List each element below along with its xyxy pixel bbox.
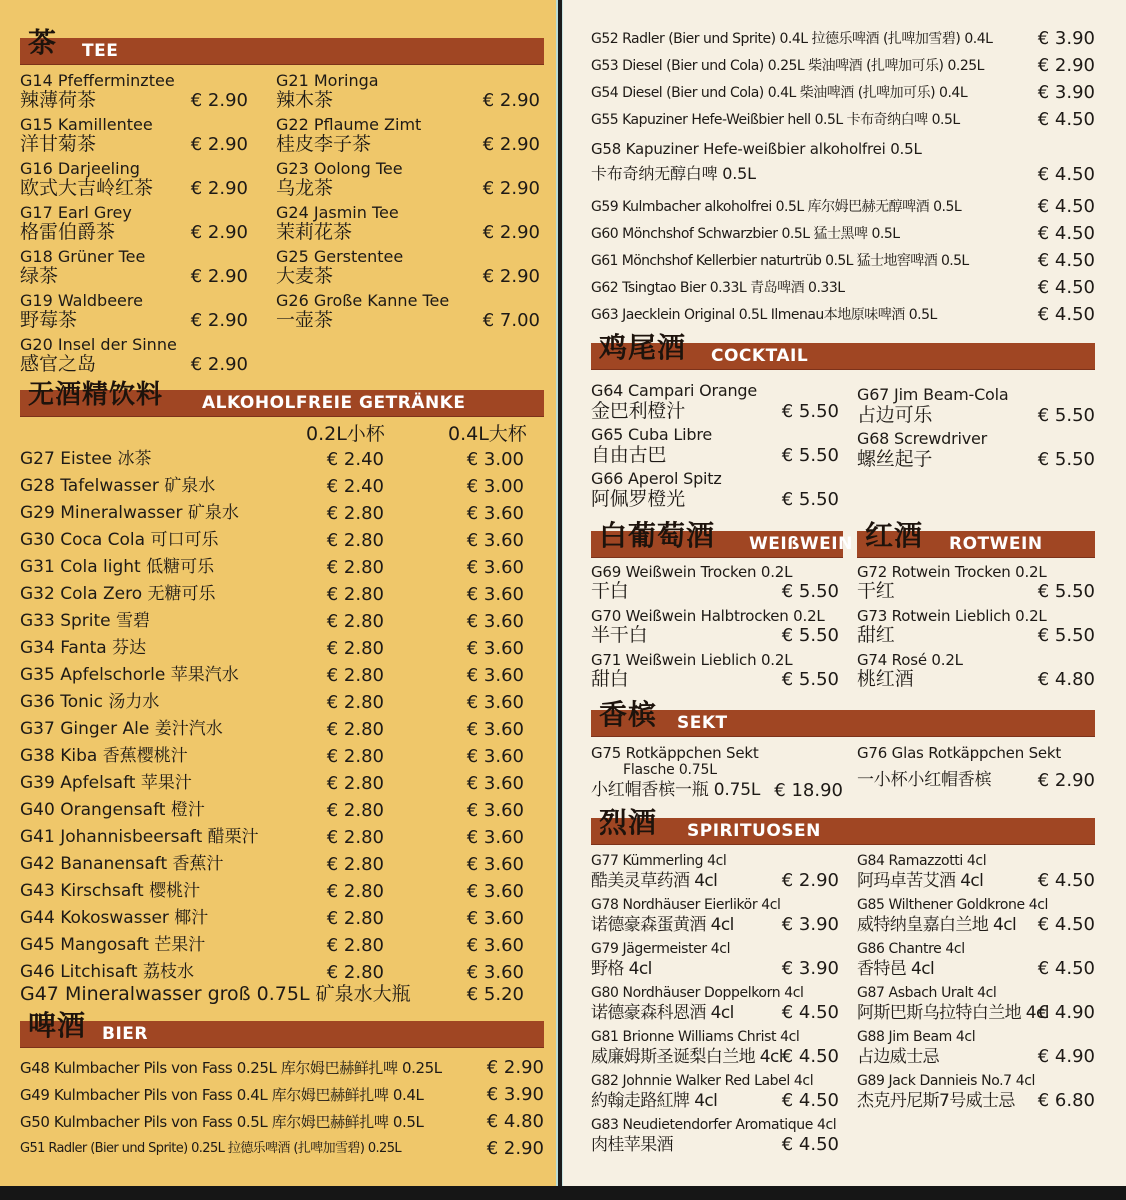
spirit-item-de: G82 Johnnie Walker Red Label 4cl [591,1073,814,1089]
tea-item-price: € 2.90 [482,178,540,199]
sekt-item-zh: 小红帽香槟一瓶 0.75L [591,780,761,800]
soft-drink-name: G42 Bananensaft 香蕉汁 [20,854,224,874]
red-wine-item-de: G73 Rotwein Lieblich 0.2L [857,607,1047,625]
spirit-item-de: G83 Neudietendorfer Aromatique 4cl [591,1117,837,1133]
sekt-item-price: € 18.90 [774,780,843,801]
soft-drink-price-small: € 2.80 [326,584,384,605]
red-wine-item-de: G74 Rosé 0.2L [857,651,963,669]
tea-item-de: G21 Moringa [276,71,379,90]
soft-drink-price-large: € 3.00 [466,476,524,497]
cocktail-header-title: COCKTAIL [711,346,809,366]
beer-item-name: G53 Diesel (Bier und Cola) 0.25L 柴油啤酒 (扎啤加可乐) 0.25L [591,58,984,74]
soft-drink-name: G27 Eistee 冰茶 [20,449,152,469]
soft-drink-price-small: € 2.80 [326,530,384,551]
soft-drink-price-large: € 3.60 [466,746,524,767]
spirit-item-de: G87 Asbach Uralt 4cl [857,985,997,1001]
spirit-item-price: € 4.50 [1037,914,1095,935]
cocktail-item-de: G68 Screwdriver [857,429,988,448]
beer-item-price: € 4.50 [1037,164,1095,185]
soft-drink-name: G40 Orangensaft 橙汁 [20,800,205,820]
spirit-item-zh: 肉桂苹果酒 [591,1135,673,1155]
soft-drink-price-small: € 2.80 [326,638,384,659]
red-wine-header-zh: 红酒 [865,519,924,552]
soft-drink-price-small: € 2.80 [326,665,384,686]
soft-drink-price-small: € 2.80 [326,503,384,524]
spirit-item-zh: 杰克丹尼斯7号威士忌 [857,1091,1015,1111]
sekt-item-de: G75 Rotkäppchen Sekt [591,744,759,762]
soft-drink-name: G33 Sprite 雪碧 [20,611,151,631]
red-wine-header [857,519,1095,557]
soft-drink-name: G35 Apfelschorle 苹果汽水 [20,665,239,685]
spirit-item-de: G85 Wilthener Goldkrone 4cl [857,897,1049,913]
tea-item-de: G20 Insel der Sinne [20,335,177,354]
soft-drink-price-large: € 3.60 [466,557,524,578]
beer-item-name: G60 Mönchshof Schwarzbier 0.5L 猛士黑啤 0.5L [591,226,900,242]
tea-item-price: € 2.90 [190,134,248,155]
white-wine-item-price: € 5.50 [781,669,839,690]
white-wine-item-de: G70 Weißwein Halbtrocken 0.2L [591,607,825,625]
tea-item-de: G25 Gerstentee [276,247,404,266]
tea-item-price: € 2.90 [482,266,540,287]
soft-drinks-header-title: ALKOHOLFREIE GETRÄNKE [202,393,466,413]
soft-drink-price-small: € 2.80 [326,557,384,578]
tea-item-price: € 2.90 [190,178,248,199]
tea-item-price: € 2.90 [190,354,248,375]
column-header-small: 0.2L小杯 [306,423,385,445]
soft-drinks-header-zh: 无酒精饮料 [28,380,164,410]
tea-item-zh: 茉莉花茶 [276,221,353,243]
soft-drink-price-small: € 2.80 [326,746,384,767]
spirit-item-de: G86 Chantre 4cl [857,941,965,957]
tea-item-price: € 2.90 [190,222,248,243]
soft-drink-name: G44 Kokoswasser 椰汁 [20,908,209,928]
sekt-header [591,698,1095,736]
tea-item-price: € 2.90 [190,90,248,111]
tea-item-de: G15 Kamillentee [20,115,153,134]
spirit-item-de: G81 Brionne Williams Christ 4cl [591,1029,800,1045]
spirit-item-zh: 酷美灵草药酒 4cl [591,871,718,891]
tea-item-price: € 7.00 [482,310,540,331]
soft-drink-price-large: € 3.60 [466,665,524,686]
white-wine-item-price: € 5.50 [781,581,839,602]
white-wine-item-de: G71 Weißwein Lieblich 0.2L [591,651,793,669]
spirit-item-price: € 4.90 [1037,1046,1095,1067]
tea-item-de: G22 Pflaume Zimt [276,115,422,134]
soft-drink-name: G39 Apfelsaft 苹果汁 [20,773,192,793]
beer-item-price: € 4.80 [486,1111,544,1132]
cocktail-item-price: € 5.50 [781,401,839,422]
red-wine-item-price: € 4.80 [1037,669,1095,690]
cocktail-header [591,331,1095,369]
soft-drink-name: G46 Litchisaft 荔枝水 [20,962,194,982]
sekt-item-zh: 一小杯小红帽香槟 [857,770,992,790]
cocktail-item-price: € 5.50 [781,489,839,510]
tea-header-zh: 茶 [28,26,58,59]
beer-item-price: € 4.50 [1037,277,1095,298]
spirit-item-de: G89 Jack Dannieis No.7 4cl [857,1073,1036,1089]
soft-drink-price-small: € 2.40 [326,449,384,470]
left-menu-panel [0,0,558,1186]
soft-drink-price-large: € 3.60 [466,611,524,632]
beer-item-name: G54 Diesel (Bier und Cola) 0.4L 柴油啤酒 (扎啤加可乐) 0.4L [591,85,968,101]
soft-drink-name: G29 Mineralwasser 矿泉水 [20,503,239,523]
beer-item-price: € 2.90 [486,1057,544,1078]
red-wine-item-zh: 甜红 [857,624,895,646]
white-wine-item-price: € 5.50 [781,625,839,646]
white-wine-item-zh: 甜白 [591,668,629,690]
beer-item-name: G51 Radler (Bier und Sprite) 0.25L 拉德乐啤酒 (扎啤加雪碧) 0.25L [20,1141,402,1156]
spirit-item-zh: 野格 4cl [591,959,652,979]
tea-item-de: G18 Grüner Tee [20,247,146,266]
soft-drink-name: G28 Tafelwasser 矿泉水 [20,476,216,496]
cocktail-item-price: € 5.50 [1037,449,1095,470]
tea-item-zh: 格雷伯爵茶 [20,221,116,243]
soft-drink-price-large: € 3.60 [466,530,524,551]
soft-drink-price-large: € 3.60 [466,962,524,983]
sekt-item-de: G76 Glas Rotkäppchen Sekt [857,744,1062,762]
tea-item-de: G17 Earl Grey [20,203,132,222]
spirit-item-zh: 诺德豪森科恩酒 4cl [591,1003,734,1023]
soft-drink-price-large: € 3.60 [466,584,524,605]
white-wine-header-title: WEIßWEIN [749,534,853,554]
beer-header [20,1009,544,1047]
tea-item-zh: 桂皮李子茶 [276,133,372,155]
red-wine-item-zh: 桃红酒 [857,668,914,690]
spirit-item-price: € 4.50 [781,1002,839,1023]
white-wine-header-zh: 白葡萄酒 [599,519,716,552]
spirit-item-price: € 4.50 [781,1090,839,1111]
spirit-item-price: € 4.50 [1037,958,1095,979]
red-wine-item-price: € 5.50 [1037,581,1095,602]
tea-item-de: G19 Waldbeere [20,291,143,310]
soft-drink-price-small: € 2.80 [326,611,384,632]
cocktail-item-zh: 螺丝起子 [857,448,933,470]
tea-item-zh: 乌龙茶 [276,177,334,199]
spirit-item-zh: 香特邑 4cl [857,959,935,979]
beer-item-price: € 3.90 [1037,28,1095,49]
soft-drink-name: G30 Coca Cola 可口可乐 [20,530,219,550]
tea-item-zh: 一壶茶 [276,309,334,331]
tea-item-zh: 欧式大吉岭红茶 [20,177,154,199]
tea-item-zh: 感官之岛 [20,353,97,375]
beer-item-name-zh: 卡布奇纳无醇白啤 0.5L [591,164,756,183]
tea-item-price: € 2.90 [190,310,248,331]
cocktail-item-zh: 占边可乐 [857,404,933,426]
spirit-item-price: € 2.90 [781,870,839,891]
tea-item-de: G16 Darjeeling [20,159,140,178]
soft-drink-price-small: € 2.80 [326,881,384,902]
sekt-header-zh: 香槟 [599,698,658,731]
soft-drink-price-small: € 2.80 [326,800,384,821]
soft-drink-price-small: € 2.40 [326,476,384,497]
soft-drink-price-large: € 3.60 [466,908,524,929]
spirits-header [591,806,1095,844]
right-menu-panel [562,0,1126,1186]
spirit-item-zh: 诺德豪森蛋黄酒 4cl [591,915,734,935]
soft-drink-name: G37 Ginger Ale 姜汁汽水 [20,719,223,739]
white-wine-header [591,519,853,557]
spirit-item-zh: 威廉姆斯圣诞梨白兰地 4cl [591,1047,783,1067]
spirits-header-zh: 烈酒 [599,806,658,839]
soft-drink-price-large: € 3.60 [466,638,524,659]
soft-drink-price-large: € 3.60 [466,827,524,848]
soft-drink-name: G45 Mangosaft 芒果汁 [20,935,206,955]
cocktail-item-zh: 阿佩罗橙光 [591,488,686,510]
soft-drink-price-large: € 3.60 [466,503,524,524]
spirit-item-de: G77 Kümmerling 4cl [591,853,727,869]
tea-item-de: G24 Jasmin Tee [276,203,399,222]
tea-item-zh: 野莓茶 [20,309,78,331]
beer-item-price: € 3.90 [1037,82,1095,103]
tea-item-price: € 2.90 [482,90,540,111]
tea-item-zh: 辣木茶 [276,89,334,111]
red-wine-item-price: € 5.50 [1037,625,1095,646]
soft-drink-name: G31 Cola light 低糖可乐 [20,557,215,577]
soft-drink-name: G36 Tonic 汤力水 [20,692,160,712]
beer-item-name: G49 Kulmbacher Pils von Fass 0.4L 库尔姆巴赫鲜扎啤 0.4L [20,1086,424,1104]
soft-drink-name: G38 Kiba 香蕉樱桃汁 [20,746,188,766]
beer-item-price: € 2.90 [486,1138,544,1159]
sekt-header-title: SEKT [677,713,728,733]
spirit-item-de: G78 Nordhäuser Eierlikör 4cl [591,897,781,913]
white-wine-item-zh: 半干白 [591,624,648,646]
spirit-item-zh: 占边威士忌 [857,1047,939,1067]
spirit-item-de: G79 Jägermeister 4cl [591,941,731,957]
spirits-header-title: SPIRITUOSEN [687,821,821,841]
beer-header-title: BIER [102,1024,148,1044]
beer-item-price: € 3.90 [486,1084,544,1105]
tea-item-price: € 2.90 [190,266,248,287]
beer-item-name: G52 Radler (Bier und Sprite) 0.4L 拉德乐啤酒 (扎啤加雪碧) 0.4L [591,31,993,47]
cocktail-item-de: G67 Jim Beam-Cola [857,385,1009,404]
big-water-price: € 5.20 [466,984,524,1005]
spirit-item-price: € 4.50 [781,1046,839,1067]
tea-item-de: G23 Oolong Tee [276,159,403,178]
soft-drink-price-small: € 2.80 [326,962,384,983]
spirit-item-price: € 3.90 [781,914,839,935]
spirit-item-zh: 阿玛卓苦艾酒 4cl [857,871,984,891]
spirit-item-de: G88 Jim Beam 4cl [857,1029,976,1045]
soft-drink-price-small: € 2.80 [326,854,384,875]
cocktail-item-de: G65 Cuba Libre [591,425,712,444]
white-wine-item-de: G69 Weißwein Trocken 0.2L [591,563,793,581]
soft-drink-name: G41 Johannisbeersaft 醋栗汁 [20,827,259,847]
red-wine-item-zh: 干红 [857,580,895,602]
soft-drink-price-large: € 3.00 [466,449,524,470]
soft-drink-price-small: € 2.80 [326,719,384,740]
cocktail-header-zh: 鸡尾酒 [599,331,687,364]
spirit-item-price: € 4.50 [1037,870,1095,891]
beer-item-name: G61 Mönchshof Kellerbier naturtrüb 0.5L 猛士地窖啤酒 0.5L [591,253,969,269]
soft-drink-name: G34 Fanta 芬达 [20,638,147,658]
sekt-item-de2: Flasche 0.75L [623,762,717,778]
tea-item-de: G14 Pfefferminztee [20,71,175,90]
cocktail-item-zh: 自由古巴 [591,444,667,466]
spirit-item-de: G84 Ramazzotti 4cl [857,853,987,869]
spirit-item-price: € 4.90 [1037,1002,1095,1023]
spirit-item-de: G80 Nordhäuser Doppelkorn 4cl [591,985,804,1001]
spirit-item-zh: 約翰走路紅牌 4cl [591,1091,718,1111]
beer-item-name: G48 Kulmbacher Pils von Fass 0.25L 库尔姆巴赫鲜扎啤 0.25L [20,1059,442,1077]
soft-drink-price-large: € 3.60 [466,881,524,902]
beer-item-price: € 4.50 [1037,196,1095,217]
sekt-item-price: € 2.90 [1037,770,1095,791]
white-wine-item-zh: 干白 [591,580,629,602]
soft-drink-price-small: € 2.80 [326,692,384,713]
cocktail-item-de: G66 Aperol Spitz [591,469,722,488]
tea-item-zh: 大麦茶 [276,265,334,287]
beer-item-name: G62 Tsingtao Bier 0.33L 青岛啤酒 0.33L [591,280,845,296]
red-wine-item-de: G72 Rotwein Trocken 0.2L [857,563,1047,581]
beer-item-name: G55 Kapuziner Hefe-Weißbier hell 0.5L 卡布奇纳白啤 0.5L [591,112,960,128]
soft-drink-price-large: € 3.60 [466,800,524,821]
soft-drink-price-small: € 2.80 [326,935,384,956]
beer-item-price: € 4.50 [1037,223,1095,244]
cocktail-item-zh: 金巴利橙汁 [591,400,686,422]
beer-header-zh: 啤酒 [28,1009,87,1042]
soft-drink-price-large: € 3.60 [466,854,524,875]
tea-item-de: G26 Große Kanne Tee [276,291,450,310]
bottom-bar [0,1186,1126,1200]
soft-drink-price-large: € 3.60 [466,719,524,740]
beer-item-price: € 4.50 [1037,109,1095,130]
beer-item-price: € 2.90 [1037,55,1095,76]
beer-item-price: € 4.50 [1037,250,1095,271]
beer-item-name: G59 Kulmbacher alkoholfrei 0.5L 库尔姆巴赫无醇啤酒 0.5L [591,199,962,215]
spirit-item-price: € 4.50 [781,1134,839,1155]
tea-item-zh: 洋甘菊茶 [20,133,97,155]
tea-item-zh: 绿茶 [20,265,59,287]
spirit-item-price: € 3.90 [781,958,839,979]
spirit-item-zh: 威特纳皇嘉白兰地 4cl [857,915,1017,935]
tea-item-zh: 辣薄荷茶 [20,89,97,111]
soft-drinks-header [20,380,544,416]
cocktail-item-price: € 5.50 [1037,405,1095,426]
soft-drink-price-large: € 3.60 [466,773,524,794]
soft-drink-price-large: € 3.60 [466,692,524,713]
beer-item-name: G63 Jaecklein Original 0.5L Ilmenau本地原味啤酒 0.5L [591,307,937,323]
beer-item-name: G58 Kapuziner Hefe-weißbier alkoholfrei 0.5L [591,140,922,158]
soft-drink-price-small: € 2.80 [326,773,384,794]
spirit-item-zh: 阿斯巴斯乌拉特白兰地 4cl [857,1003,1049,1023]
soft-drink-name: G43 Kirschsaft 樱桃汁 [20,881,201,901]
tea-header-title: TEE [82,41,119,61]
cocktail-item-price: € 5.50 [781,445,839,466]
soft-drink-name: G32 Cola Zero 无糖可乐 [20,584,216,604]
column-header-large: 0.4L大杯 [448,423,527,445]
cocktail-item-de: G64 Campari Orange [591,381,757,400]
beer-item-price: € 4.50 [1037,304,1095,325]
tea-item-price: € 2.90 [482,134,540,155]
soft-drink-price-small: € 2.80 [326,908,384,929]
soft-drink-price-large: € 3.60 [466,935,524,956]
tea-header [20,26,544,64]
red-wine-header-title: ROTWEIN [949,534,1043,554]
spirit-item-price: € 6.80 [1037,1090,1095,1111]
tea-item-price: € 2.90 [482,222,540,243]
beer-item-name: G50 Kulmbacher Pils von Fass 0.5L 库尔姆巴赫鲜扎啤 0.5L [20,1113,424,1131]
soft-drink-price-small: € 2.80 [326,827,384,848]
big-water-name: G47 Mineralwasser groß 0.75L 矿泉水大瓶 [20,983,411,1005]
